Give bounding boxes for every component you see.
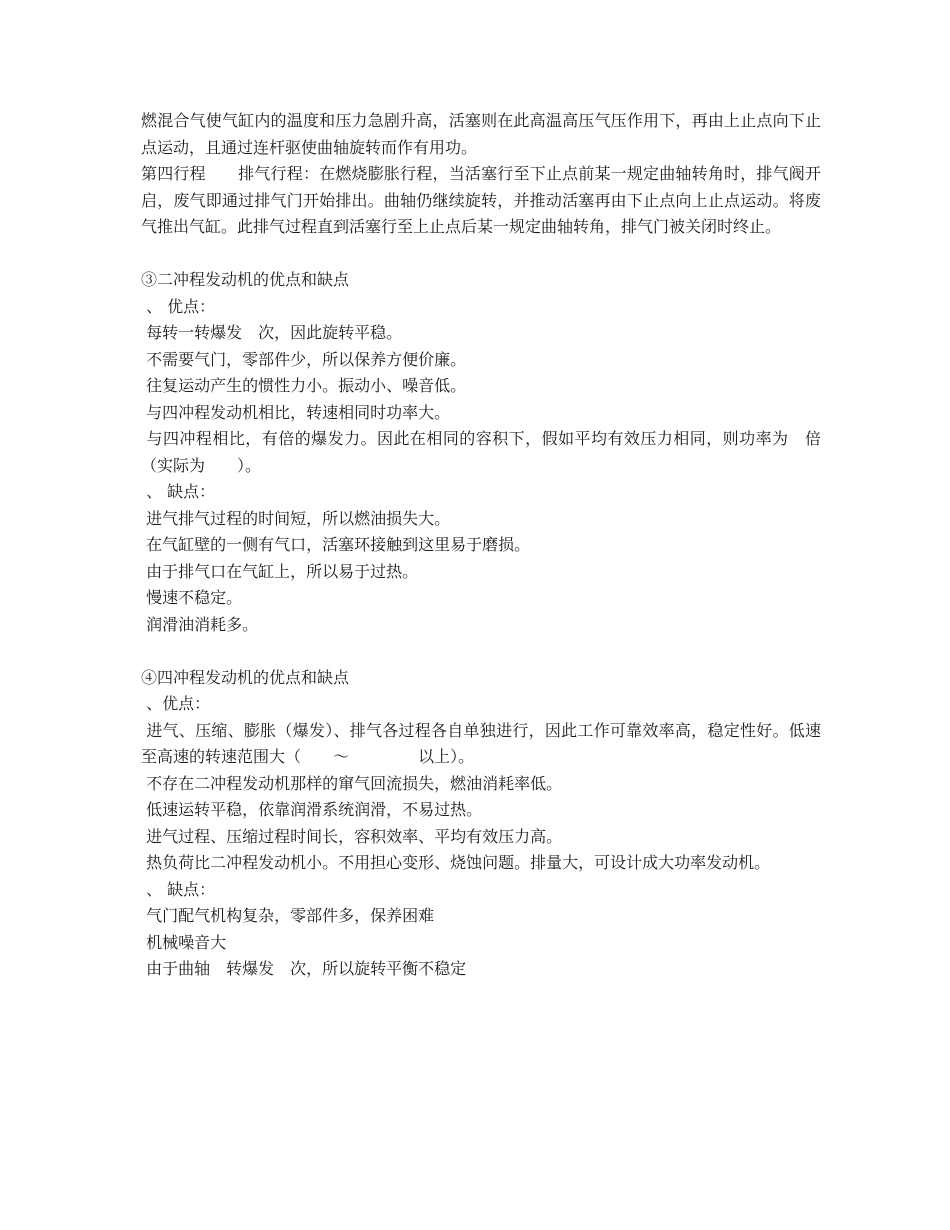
intro-paragraph-exhaust-stroke: 第四行程 排气行程：在燃烧膨胀行程，当活塞行至下止点前某一规定曲轴转角时，排气阀开启，废气即通过排气门开始排出。曲轴仍继续旋转，并推动活塞再由下止点向上止点运动。将废气推出气缸。此排气过程直到活塞行至上止点后某一规定曲轴转角，排气门被关闭时终止。 [141, 164, 821, 236]
two-stroke-advantages-label: 、 优点： [141, 296, 216, 316]
two-stroke-disadvantage-item: 慢速不稳定。 [141, 588, 243, 607]
four-stroke-heading: ④四冲程发动机的优点和缺点 [141, 667, 350, 687]
four-stroke-advantage-item: 热负荷比二冲程发动机小。不用担心变形、烧蚀问题。排量大，可设计成大功率发动机。 [141, 853, 771, 872]
two-stroke-disadvantage-item: 在气缸壁的一侧有气口，活塞环接触到这里易于磨损。 [141, 535, 531, 554]
two-stroke-heading: ③二冲程发动机的优点和缺点 [141, 270, 350, 289]
four-stroke-advantage-item: 进气、压缩、膨胀（爆发）、排气各过程各自单独进行，因此工作可靠效率高，稳定性好。低速至高速的转速范围大（ ～ 以上）。 [141, 720, 821, 766]
two-stroke-disadvantages-label: 、 缺点： [141, 482, 216, 501]
four-stroke-disadvantage-item: 由于曲轴 转爆发 次，所以旋转平衡不稳定 [141, 959, 467, 978]
intro-paragraph-power-stroke: 燃混合气使气缸内的温度和压力急剧升高，活塞则在此高温高压气压作用下，再由上止点向下止点运动，且通过连杆驱使曲轴旋转而作有用功。 [141, 111, 821, 157]
two-stroke-advantage-item: 与四冲程相比，有倍的爆发力。因此在相同的容积下，假如平均有效压力相同，则功率为 倍（实际为 ）。 [141, 429, 821, 475]
two-stroke-advantage-item: 与四冲程发动机相比，转速相同时功率大。 [141, 402, 451, 422]
spacer [141, 638, 821, 665]
two-stroke-advantage-item: 往复运动产生的惯性力小。振动小、噪音低。 [141, 376, 467, 395]
document-page [141, 108, 821, 983]
four-stroke-disadvantage-item: 机械噪音大 [141, 932, 227, 952]
four-stroke-advantage-item: 进气过程、压缩过程时间长，容积效率、平均有效压力高。 [141, 826, 563, 846]
two-stroke-disadvantage-item: 由于排气口在气缸上，所以易于过热。 [141, 561, 419, 581]
four-stroke-advantage-item: 不存在二冲程发动机那样的窜气回流损失，燃油消耗率低。 [141, 773, 563, 793]
four-stroke-advantages-label: 、优点： [141, 694, 211, 713]
two-stroke-advantage-item: 不需要气门，零部件少，所以保养方便价廉。 [141, 349, 467, 369]
two-stroke-advantage-item: 每转一转爆发 次，因此旋转平稳。 [141, 323, 403, 342]
four-stroke-disadvantages-label: 、 缺点： [141, 879, 216, 899]
four-stroke-disadvantage-item: 气门配气机构复杂，零部件多，保养困难 [141, 906, 435, 925]
spacer [141, 241, 821, 268]
four-stroke-advantage-item: 低速运转平稳，依靠润滑系统润滑，不易过热。 [141, 800, 483, 819]
two-stroke-disadvantage-item: 润滑油消耗多。 [141, 614, 259, 634]
two-stroke-disadvantage-item: 进气排气过程的时间短，所以燃油损失大。 [141, 508, 451, 528]
